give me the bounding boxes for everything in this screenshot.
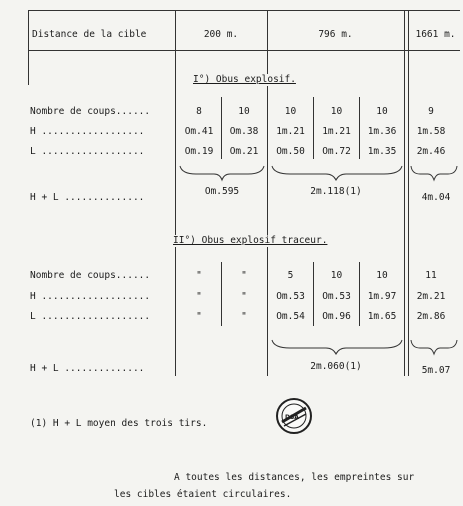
s1-sum-796: 2m.118(1) xyxy=(310,186,362,197)
s1-brace-1661 xyxy=(411,166,457,180)
s2-row-l-label: L ................... xyxy=(30,311,151,322)
s2-row-coups-label: Nombre de coups...... xyxy=(30,270,151,281)
s2-h-5: 1m.97 xyxy=(367,291,397,302)
s1-l-1: Om.19 xyxy=(184,146,214,157)
s1-h-5: 1m.36 xyxy=(367,126,397,137)
s2-h-6: 2m.21 xyxy=(416,291,446,302)
s1-sum-label: H + L .............. xyxy=(30,192,145,203)
s2-coups-1: " xyxy=(196,270,202,281)
closing-line-2: les cibles étaient circulaires. xyxy=(114,489,292,500)
s1-l-2: Om.21 xyxy=(229,146,259,157)
s1-brace-796 xyxy=(272,166,402,180)
distance-label: Distance de la cible xyxy=(32,29,147,40)
stamp-text: DSA xyxy=(285,414,299,421)
distance-796: 796 m. xyxy=(318,29,353,40)
s1-row-h-label: H .................. xyxy=(30,126,145,137)
s2-h-4: Om.53 xyxy=(322,291,351,302)
closing-line-1: A toutes les distances, les empreintes sur xyxy=(174,472,415,483)
s1-sum-200: Om.595 xyxy=(204,186,240,197)
s1-coups-2: 10 xyxy=(238,106,250,117)
section2-title: II°) Obus explosif traceur. xyxy=(170,235,330,247)
s2-sum-1661: 5m.07 xyxy=(421,365,451,376)
s1-coups-4: 10 xyxy=(330,106,343,117)
s2-l-2: " xyxy=(241,311,247,322)
s1-h-6: 1m.58 xyxy=(416,126,446,137)
s1-sum-1661: 4m.04 xyxy=(421,192,451,203)
s2-l-5: 1m.65 xyxy=(367,311,397,322)
footnote: (1) H + L moyen des trois tirs. xyxy=(30,418,208,429)
s1-l-5: 1m.35 xyxy=(367,146,397,157)
s2-coups-4: 10 xyxy=(330,270,343,281)
s2-brace-1661 xyxy=(411,340,457,354)
s1-h-4: 1m.21 xyxy=(322,126,351,137)
s1-h-1: Om.41 xyxy=(184,126,214,137)
s2-coups-6: 11 xyxy=(425,270,437,281)
s1-h-2: Om.38 xyxy=(229,126,259,137)
s1-l-6: 2m.46 xyxy=(416,146,446,157)
s2-l-1: " xyxy=(196,311,202,322)
s1-coups-5: 10 xyxy=(376,106,388,117)
s2-l-4: Om.96 xyxy=(322,311,351,322)
s2-coups-2: " xyxy=(241,270,247,281)
s2-l-6: 2m.86 xyxy=(416,311,446,322)
s2-h-3: Om.53 xyxy=(276,291,305,302)
distance-1661: 1661 m. xyxy=(415,29,456,40)
s1-coups-6: 9 xyxy=(428,106,434,117)
s1-l-3: Om.50 xyxy=(276,146,305,157)
s2-brace-796 xyxy=(272,340,402,354)
s1-row-coups-label: Nombre de coups...... xyxy=(30,106,151,117)
s2-coups-3: 5 xyxy=(287,270,294,281)
s2-sum-796: 2m.060(1) xyxy=(310,361,362,372)
distance-200: 200 m. xyxy=(203,29,239,40)
s2-l-3: Om.54 xyxy=(276,311,305,322)
s1-l-4: Om.72 xyxy=(322,146,351,157)
s1-coups-1: 8 xyxy=(196,106,202,117)
s2-h-1: " xyxy=(196,291,202,302)
s1-h-3: 1m.21 xyxy=(276,126,305,137)
s2-row-h-label: H ................... xyxy=(30,291,151,302)
s1-brace-200 xyxy=(180,166,264,180)
s2-sum-label: H + L .............. xyxy=(30,363,145,374)
section1-title: I°) Obus explosif. xyxy=(190,74,299,86)
s2-h-2: " xyxy=(241,291,247,302)
s1-coups-3: 10 xyxy=(284,106,297,117)
s2-coups-5: 10 xyxy=(376,270,388,281)
s1-row-l-label: L .................. xyxy=(30,146,145,157)
